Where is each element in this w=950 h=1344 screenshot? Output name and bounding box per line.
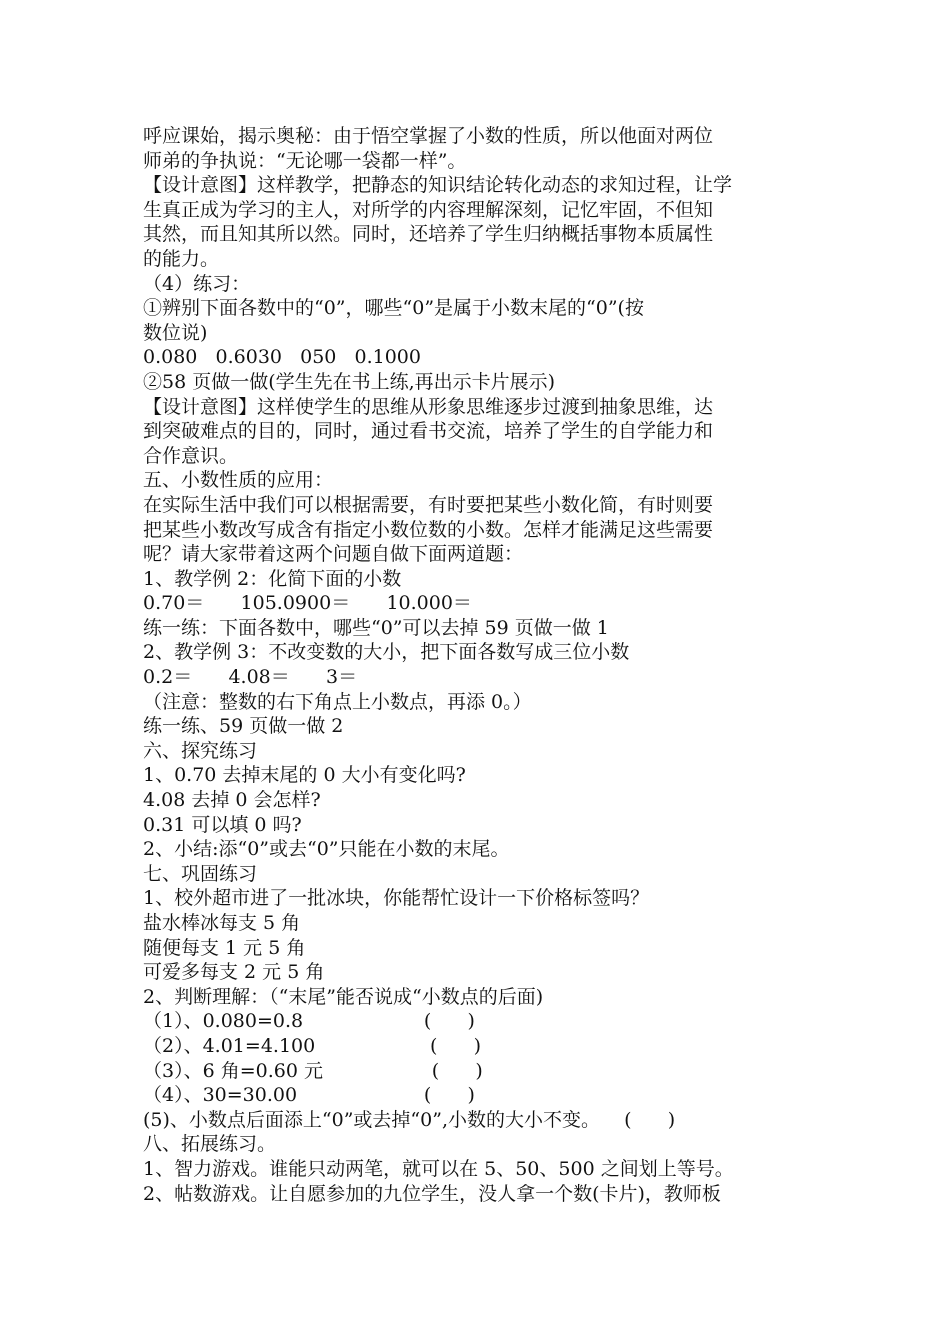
- text-line: 0.70＝ 105.0900＝ 10.000＝: [143, 592, 472, 615]
- text-line: ①辨别下面各数中的“0”，哪些“0”是属于小数末尾的“0”(按: [143, 297, 644, 320]
- text-line: 数位说): [143, 321, 208, 344]
- judgement-item: （1）、0.080=0.8 ( ): [143, 1010, 475, 1033]
- text-line: 盐水棒冰每支 5 角: [143, 912, 301, 934]
- judgement-item: （2）、4.01=4.100 ( ): [143, 1034, 482, 1057]
- document-body: [143, 124, 811, 1206]
- text-line: （注意：整数的右下角点上小数点，再添 0。）: [143, 690, 532, 713]
- section-heading: 八、拓展练习。: [143, 1133, 277, 1156]
- text-line: 0.080 0.6030 050 0.1000: [143, 346, 421, 369]
- section-heading: 五、小数性质的应用：: [143, 469, 334, 492]
- text-line: 到突破难点的目的，同时，通过看书交流，培养了学生的自学能力和: [143, 420, 714, 443]
- text-line: 1、教学例 2：化简下面的小数: [143, 567, 402, 590]
- text-line: 在实际生活中我们可以根据需要，有时要把某些小数化简，有时则要: [143, 493, 714, 516]
- text-line: 0.2＝ 4.08＝ 3＝: [143, 666, 358, 689]
- text-line: 随便每支 1 元 5 角: [143, 936, 306, 959]
- judgement-item: (5)、小数点后面添上“0”或去掉“0”,小数的大小不变。 ( ): [143, 1108, 676, 1131]
- text-line: 【设计意图】这样使学生的思维从形象思维逐步过渡到抽象思维，达: [143, 395, 714, 418]
- text-line: 0.31 可以填 0 吗?: [143, 813, 302, 836]
- text-line: 可爱多每支 2 元 5 角: [143, 961, 325, 984]
- text-line: 1、智力游戏。谁能只动两笔，就可以在 5、50、500 之间划上等号。: [143, 1157, 734, 1180]
- text-line: 师弟的争执说：“无论哪一袋都一样”。: [143, 149, 467, 172]
- judgement-item: （3）、6 角=0.60 元 ( ): [143, 1059, 483, 1082]
- text-line: 其然，而且知其所以然。同时，还培养了学生归纳概括事物本质属性: [143, 223, 714, 246]
- text-line: 2、小结:添“0”或去“0”只能在小数的末尾。: [143, 838, 510, 861]
- text-line: 把某些小数改写成含有指定小数位数的小数。怎样才能满足这些需要: [143, 518, 714, 541]
- section-heading: 六、探究练习: [143, 739, 258, 762]
- text-line: 生真正成为学习的主人，对所学的内容理解深刻，记忆牢固，不但知: [143, 198, 714, 221]
- text-line: 1、0.70 去掉末尾的 0 大小有变化吗?: [143, 764, 466, 787]
- judgement-item: （4）、30=30.00 ( ): [143, 1084, 475, 1107]
- text-line: 2、判断理解：（“末尾”能否说成“小数点的后面): [143, 985, 544, 1008]
- text-line: 呼应课始，揭示奥秘：由于悟空掌握了小数的性质，所以他面对两位: [143, 125, 714, 147]
- text-line: 合作意识。: [143, 444, 239, 467]
- text-line: 4.08 去掉 0 会怎样?: [143, 789, 321, 812]
- text-line: 练一练：下面各数中，哪些“0”可以去掉 59 页做一做 1: [143, 616, 609, 639]
- text-line: 呢？请大家带着这两个问题自做下面两道题：: [143, 543, 524, 566]
- section-heading: 七、巩固练习: [143, 862, 258, 885]
- text-line: 【设计意图】这样教学，把静态的知识结论转化动态的求知过程，让学: [143, 174, 733, 197]
- text-line: 2、教学例 3：不改变数的大小，把下面各数写成三位小数: [143, 641, 630, 664]
- text-line: 练一练、59 页做一做 2: [143, 715, 344, 738]
- text-line: 的能力。: [143, 247, 220, 270]
- text-line: 1、校外超市进了一批冰块，你能帮忙设计一下价格标签吗？: [143, 887, 650, 910]
- text-line: ②58 页做一做(学生先在书上练,再出示卡片展示): [143, 370, 556, 393]
- text-line: （4）练习：: [143, 272, 251, 295]
- text-line: 2、帖数游戏。让自愿参加的九位学生，没人拿一个数(卡片)，教师板: [143, 1182, 721, 1205]
